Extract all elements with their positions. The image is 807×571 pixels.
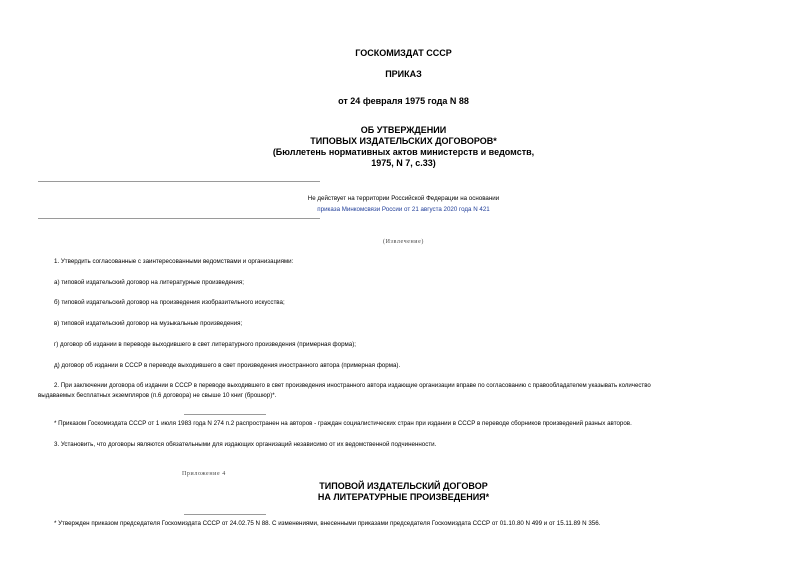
document-title-line-4: 1975, N 7, с.33) <box>371 158 436 168</box>
paragraph-3: 3. Установить, что договоры являются обязательными для издающих организаций независимо от их ведомственной подчиненности. <box>54 441 437 448</box>
paragraph-2-line-2: выдаваемых бесплатных экземпляров (п.6 договора) не свыше 10 книг (брошюр)*. <box>38 392 277 399</box>
footnote-1: * Приказом Госкомиздата СССР от 1 июля 1983 года N 274 п.2 распространен на авторов - граждан социалистических стран при издании в СССР в переводе сборников произведений разных авторов. <box>54 420 632 427</box>
paragraph-v: в) типовой издательский договор на музыкальные произведения; <box>54 320 243 327</box>
document-title-line-1: ОБ УТВЕРЖДЕНИИ <box>360 125 447 135</box>
divider-bottom <box>38 218 320 219</box>
paragraph-d: д) договор об издании в СССР в переводе выходившего в свет произведения иностранного автора (примерная форма). <box>54 362 401 369</box>
document-title-line-3: (Бюллетень нормативных актов министерств и ведомств, <box>272 147 535 157</box>
extract-label: (Извлечение) <box>383 239 424 245</box>
appendix-title-line-2: НА ЛИТЕРАТУРНЫЕ ПРОИЗВЕДЕНИЯ* <box>317 492 490 502</box>
paragraph-a: а) типовой издательский договор на литературные произведения; <box>54 279 244 286</box>
document-title-line-2: ТИПОВЫХ ИЗДАТЕЛЬСКИХ ДОГОВОРОВ* <box>310 136 497 146</box>
paragraph-b: б) типовой издательский договор на произведения изобразительного искусства; <box>54 299 285 306</box>
paragraph-2-line-1: 2. При заключении договора об издании в СССР в переводе выходившего в свет произведения иностранного автора издающие организации вправе по согласованию с правообладателем указывать количество <box>54 382 651 389</box>
appendix-label: Приложение 4 <box>182 471 226 477</box>
footnote-divider-1 <box>184 414 266 415</box>
divider-top <box>38 181 320 182</box>
notice-link[interactable]: приказа Минкомсвязи России от 21 августа 2020 года N 421 <box>317 206 490 213</box>
paragraph-1: 1. Утвердить согласованные с заинтересованными ведомствами и организациями: <box>54 258 294 265</box>
notice-text: Не действует на территории Российской Федерации на основании <box>307 195 500 202</box>
document-type: ПРИКАЗ <box>385 69 422 79</box>
document-org: ГОСКОМИЗДАТ СССР <box>355 48 452 58</box>
footnote-divider-2 <box>184 514 266 515</box>
appendix-title-line-1: ТИПОВОЙ ИЗДАТЕЛЬСКИЙ ДОГОВОР <box>319 481 488 491</box>
document-date: от 24 февраля 1975 года N 88 <box>338 96 469 106</box>
paragraph-g: г) договор об издании в переводе выходившего в свет литературного произведения (примерная форма); <box>54 341 357 348</box>
appendix-footnote: * Утвержден приказом председателя Госкомиздата СССР от 24.02.75 N 88. С изменениями, внесенными приказами председателя Госкомиздата СССР от 01.10.80 N 499 и от 15.11.89 N 356. <box>54 520 601 527</box>
